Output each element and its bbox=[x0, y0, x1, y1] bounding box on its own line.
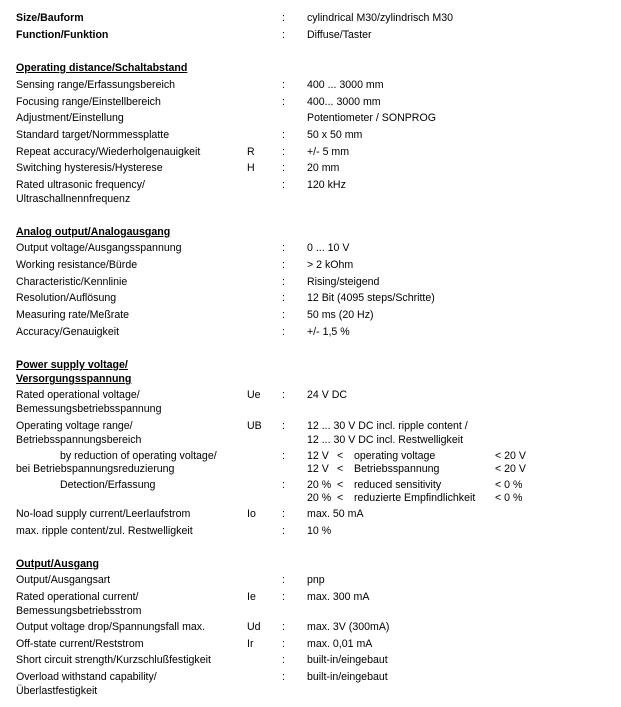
spec-label: Focusing range/Einstellbereich bbox=[16, 96, 161, 108]
spec-symbol: UB bbox=[247, 420, 262, 432]
spec-row bbox=[0, 590, 621, 604]
spec-label: Rated ultrasonic frequency/ bbox=[16, 179, 145, 191]
spec-row bbox=[0, 507, 621, 521]
spec-row bbox=[0, 258, 621, 272]
spec-value: built-in/eingebaut bbox=[307, 671, 388, 683]
spec-label: Output voltage/Ausgangsspannung bbox=[16, 242, 182, 254]
spec-colon: : bbox=[282, 654, 285, 666]
limit-value: < 0 % bbox=[495, 492, 523, 504]
spec-label: Working resistance/Bürde bbox=[16, 259, 138, 271]
spec-label: by reduction of operating voltage/ bbox=[60, 450, 217, 462]
spec-value: +/- 5 mm bbox=[307, 146, 350, 158]
spec-row bbox=[0, 573, 621, 587]
spec-label: bei Betriebspannungsreduzierung bbox=[16, 463, 175, 475]
spec-value: built-in/eingebaut bbox=[307, 654, 388, 666]
spec-row bbox=[0, 128, 621, 142]
spec-label: Detection/Erfassung bbox=[60, 479, 156, 491]
spec-label: Bemessungsbetriebsstrom bbox=[16, 605, 142, 617]
spec-label: Off-state current/Reststrom bbox=[16, 638, 144, 650]
spec-label: Adjustment/Einstellung bbox=[16, 112, 124, 124]
threshold-value: 20 % bbox=[307, 479, 332, 491]
spec-value: 10 % bbox=[307, 525, 332, 537]
spec-row bbox=[0, 637, 621, 651]
section-heading-analog bbox=[0, 225, 621, 239]
spec-symbol: R bbox=[247, 146, 255, 158]
spec-colon: : bbox=[282, 420, 285, 432]
spec-colon: : bbox=[282, 591, 285, 603]
reduction-row bbox=[0, 491, 621, 505]
spec-row bbox=[0, 95, 621, 109]
spec-row bbox=[0, 78, 621, 92]
spec-value: 50 x 50 mm bbox=[307, 129, 363, 141]
section-heading-output bbox=[0, 557, 621, 571]
spec-value: 400 ... 3000 mm bbox=[307, 79, 384, 91]
spec-row bbox=[0, 291, 621, 305]
spec-colon: : bbox=[282, 508, 285, 520]
section-heading: Power supply voltage/ bbox=[16, 359, 128, 371]
operator: < bbox=[337, 492, 344, 504]
spec-row bbox=[0, 684, 621, 698]
spec-label: Rated operational current/ bbox=[16, 591, 139, 603]
spec-label: Output voltage drop/Spannungsfall max. bbox=[16, 621, 206, 633]
spec-row bbox=[0, 524, 621, 538]
reduction-row bbox=[0, 449, 621, 463]
spec-label: Rated operational voltage/ bbox=[16, 389, 140, 401]
threshold-value: 20 % bbox=[307, 492, 332, 504]
spec-colon: : bbox=[282, 450, 285, 462]
spec-label: Bemessungsbetriebsspannung bbox=[16, 403, 162, 415]
spec-row bbox=[0, 433, 621, 447]
threshold-value: 12 V bbox=[307, 463, 329, 475]
spec-label: Standard target/Normmessplatte bbox=[16, 129, 170, 141]
spec-value: 24 V DC bbox=[307, 389, 348, 401]
spec-symbol: Ir bbox=[247, 638, 254, 650]
spec-label: Size/Bauform bbox=[16, 12, 84, 24]
spec-colon: : bbox=[282, 242, 285, 254]
spec-row-function bbox=[0, 28, 621, 42]
spec-row bbox=[0, 161, 621, 175]
spec-label: Sensing range/Erfassungsbereich bbox=[16, 79, 176, 91]
spec-value: 12 Bit (4095 steps/Schritte) bbox=[307, 292, 435, 304]
limit-value: < 0 % bbox=[495, 479, 523, 491]
spec-label: Operating voltage range/ bbox=[16, 420, 133, 432]
spec-row bbox=[0, 178, 621, 192]
threshold-value: 12 V bbox=[307, 450, 329, 462]
spec-value: max. 300 mA bbox=[307, 591, 370, 603]
spec-symbol: Ue bbox=[247, 389, 261, 401]
spec-row bbox=[0, 653, 621, 667]
spec-label: Characteristic/Kennlinie bbox=[16, 276, 128, 288]
operator: < bbox=[337, 450, 344, 462]
section-heading: Operating distance/Schaltabstand bbox=[16, 62, 188, 74]
spec-row bbox=[0, 192, 621, 206]
spec-colon: : bbox=[282, 309, 285, 321]
spec-colon: : bbox=[282, 12, 285, 24]
spec-row bbox=[0, 604, 621, 618]
spec-colon: : bbox=[282, 162, 285, 174]
spec-label: max. ripple content/zul. Restwelligkeit bbox=[16, 525, 193, 537]
spec-value: Potentiometer / SONPROG bbox=[307, 112, 436, 124]
spec-row bbox=[0, 402, 621, 416]
spec-label: Accuracy/Genauigkeit bbox=[16, 326, 120, 338]
spec-value: 12 ... 30 V DC incl. Restwelligkeit bbox=[307, 434, 464, 446]
spec-row bbox=[0, 308, 621, 322]
spec-label: Short circuit strength/Kurzschlußfestigkeit bbox=[16, 654, 211, 666]
spec-row bbox=[0, 325, 621, 339]
spec-label: Resolution/Auflösung bbox=[16, 292, 117, 304]
spec-colon: : bbox=[282, 276, 285, 288]
spec-value: 400... 3000 mm bbox=[307, 96, 381, 108]
spec-label: Switching hysteresis/Hysterese bbox=[16, 162, 163, 174]
spec-value: max. 3V (300mA) bbox=[307, 621, 390, 633]
spec-colon: : bbox=[282, 479, 285, 491]
operator: < bbox=[337, 463, 344, 475]
spec-value: 120 kHz bbox=[307, 179, 346, 191]
spec-label: Repeat accuracy/Wiederholgenauigkeit bbox=[16, 146, 201, 158]
reduction-row bbox=[0, 462, 621, 476]
spec-symbol: Ud bbox=[247, 621, 261, 633]
spec-label: Measuring rate/Meßrate bbox=[16, 309, 130, 321]
condition-text: reduced sensitivity bbox=[354, 479, 442, 491]
spec-row bbox=[0, 388, 621, 402]
spec-value: 50 ms (20 Hz) bbox=[307, 309, 374, 321]
spec-value: pnp bbox=[307, 574, 325, 586]
spec-row bbox=[0, 275, 621, 289]
spec-colon: : bbox=[282, 621, 285, 633]
spec-label: Output/Ausgangsart bbox=[16, 574, 111, 586]
spec-row bbox=[0, 241, 621, 255]
spec-row-size bbox=[0, 11, 621, 25]
spec-colon: : bbox=[282, 638, 285, 650]
spec-row bbox=[0, 145, 621, 159]
spec-colon: : bbox=[282, 96, 285, 108]
spec-colon: : bbox=[282, 389, 285, 401]
section-heading: Versorgungsspannung bbox=[16, 373, 132, 385]
spec-colon: : bbox=[282, 179, 285, 191]
limit-value: < 20 V bbox=[495, 450, 526, 462]
spec-row bbox=[0, 620, 621, 634]
spec-label: No-load supply current/Leerlaufstrom bbox=[16, 508, 191, 520]
section-heading-operating bbox=[0, 61, 621, 75]
spec-colon: : bbox=[282, 671, 285, 683]
condition-text: operating voltage bbox=[354, 450, 436, 462]
spec-label: Ultraschallnennfrequenz bbox=[16, 193, 131, 205]
spec-symbol: Io bbox=[247, 508, 256, 520]
spec-colon: : bbox=[282, 146, 285, 158]
spec-label: Overload withstand capability/ bbox=[16, 671, 157, 683]
spec-colon: : bbox=[282, 326, 285, 338]
spec-colon: : bbox=[282, 574, 285, 586]
section-heading-power-2 bbox=[0, 372, 621, 386]
reduction-row bbox=[0, 478, 621, 492]
spec-value: max. 0,01 mA bbox=[307, 638, 373, 650]
spec-symbol: H bbox=[247, 162, 255, 174]
condition-text: reduzierte Empfindlichkeit bbox=[354, 492, 476, 504]
spec-row bbox=[0, 670, 621, 684]
spec-colon: : bbox=[282, 292, 285, 304]
spec-value: +/- 1,5 % bbox=[307, 326, 350, 338]
spec-colon: : bbox=[282, 79, 285, 91]
spec-value: 0 ... 10 V bbox=[307, 242, 350, 254]
spec-value: Rising/steigend bbox=[307, 276, 380, 288]
limit-value: < 20 V bbox=[495, 463, 526, 475]
spec-label: Überlastfestigkeit bbox=[16, 685, 98, 697]
operator: < bbox=[337, 479, 344, 491]
spec-row bbox=[0, 111, 621, 125]
spec-value: max. 50 mA bbox=[307, 508, 364, 520]
condition-text: Betriebsspannung bbox=[354, 463, 440, 475]
spec-value: Diffuse/Taster bbox=[307, 29, 372, 41]
section-heading-power bbox=[0, 358, 621, 372]
spec-colon: : bbox=[282, 259, 285, 271]
spec-colon: : bbox=[282, 29, 285, 41]
spec-value: 20 mm bbox=[307, 162, 340, 174]
spec-row bbox=[0, 419, 621, 433]
spec-label: Function/Funktion bbox=[16, 29, 109, 41]
spec-value: > 2 kOhm bbox=[307, 259, 354, 271]
section-heading: Output/Ausgang bbox=[16, 558, 99, 570]
section-heading: Analog output/Analogausgang bbox=[16, 226, 171, 238]
spec-symbol: Ie bbox=[247, 591, 256, 603]
spec-label: Betriebsspannungsbereich bbox=[16, 434, 142, 446]
spec-colon: : bbox=[282, 525, 285, 537]
spec-colon: : bbox=[282, 129, 285, 141]
spec-value: 12 ... 30 V DC incl. ripple content / bbox=[307, 420, 468, 432]
spec-value: cylindrical M30/zylindrisch M30 bbox=[307, 12, 454, 24]
